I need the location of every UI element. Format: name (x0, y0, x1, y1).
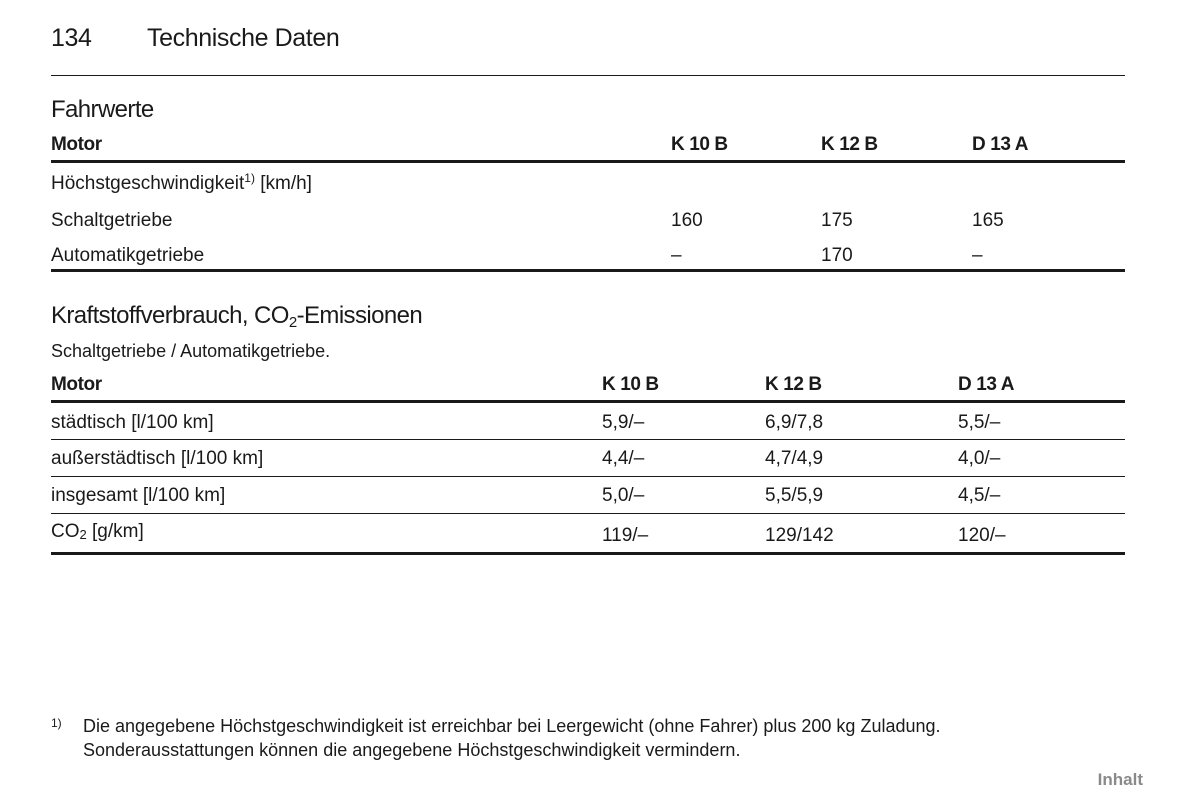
table-row-co2 (51, 514, 1125, 552)
row-label (51, 521, 144, 543)
cell-value: 170 (821, 245, 853, 266)
cell-value: – (972, 245, 983, 266)
row-label: insgesamt [l/100 km] (51, 485, 226, 506)
cell-value: 5,5/5,9 (765, 485, 824, 506)
footnote-line-2: Sonderausstattungen können die angegebene Höchstgeschwindigkeit vermindern. (83, 740, 741, 760)
column-header-motor: Motor (51, 374, 102, 395)
page-header (51, 24, 1125, 53)
group-unit: [km/h] (254, 173, 312, 194)
section-title-verbrauch (51, 302, 422, 330)
column-header-k12b: K 12 B (765, 374, 822, 395)
table-group-row (51, 163, 1125, 199)
row-label: städtisch [l/100 km] (51, 412, 214, 433)
table-row (51, 477, 1125, 513)
cell-value: 4,5/– (958, 485, 1001, 506)
table-row (51, 199, 1125, 234)
cell-value: 4,4/– (602, 448, 645, 469)
table-row (51, 403, 1125, 439)
verbrauch-table (51, 374, 1125, 555)
section-title-fahrwerte: Fahrwerte (51, 96, 154, 123)
table-header (51, 134, 1125, 160)
group-label-text: Höchstgeschwindigkeit (51, 173, 245, 194)
group-label (51, 173, 312, 195)
row-label: außerstädtisch [l/100 km] (51, 448, 264, 469)
table-bottom-rule (51, 269, 1125, 272)
co2-label-unit: [g/km] (86, 521, 144, 542)
column-header-k10b: K 10 B (602, 374, 659, 395)
column-header-k10b: K 10 B (671, 134, 728, 155)
header-divider (51, 75, 1125, 76)
cell-value: 4,7/4,9 (765, 448, 824, 469)
cell-value: – (671, 245, 682, 266)
footnote-line-1: Die angegebene Höchstgeschwindigkeit ist erreichbar bei Leergewicht (ohne Fahrer) plus 200 kg Zuladung. (83, 716, 941, 736)
title-suffix: -Emissionen (296, 302, 423, 329)
title-subscript: 2 (288, 314, 297, 331)
cell-value: 165 (972, 210, 1004, 231)
cell-value: 4,0/– (958, 448, 1001, 469)
table-bottom-rule (51, 552, 1125, 555)
co2-label-prefix: CO (51, 521, 80, 542)
column-header-motor: Motor (51, 134, 102, 155)
footnote-marker: 1) (51, 716, 62, 730)
cell-value: 6,9/7,8 (765, 412, 824, 433)
cell-value: 119/– (602, 525, 649, 546)
page-number: 134 (51, 24, 92, 52)
cell-value: 5,9/– (602, 412, 645, 433)
co2-label-subscript: 2 (79, 527, 87, 542)
title-prefix: Kraftstoffverbrauch, CO (51, 302, 289, 329)
cell-value: 129/142 (765, 525, 834, 546)
contents-link[interactable]: Inhalt (1097, 770, 1143, 789)
column-header-d13a: D 13 A (958, 374, 1015, 395)
cell-value: 120/– (958, 525, 1006, 546)
cell-value: 5,0/– (602, 485, 645, 506)
cell-value: 5,5/– (958, 412, 1001, 433)
column-header-d13a: D 13 A (972, 134, 1029, 155)
cell-value: 175 (821, 210, 853, 231)
table-row (51, 234, 1125, 269)
footnote (51, 714, 1125, 762)
table-row (51, 440, 1125, 476)
footnote-reference: 1) (244, 171, 255, 185)
section-note: Schaltgetriebe / Automatikgetriebe. (51, 341, 331, 361)
row-label: Schaltgetriebe (51, 210, 173, 231)
cell-value: 160 (671, 210, 703, 231)
column-header-k12b: K 12 B (821, 134, 878, 155)
row-label: Automatikgetriebe (51, 245, 205, 266)
fahrwerte-table (51, 134, 1125, 272)
page-title: Technische Daten (147, 24, 340, 52)
table-header (51, 374, 1125, 400)
